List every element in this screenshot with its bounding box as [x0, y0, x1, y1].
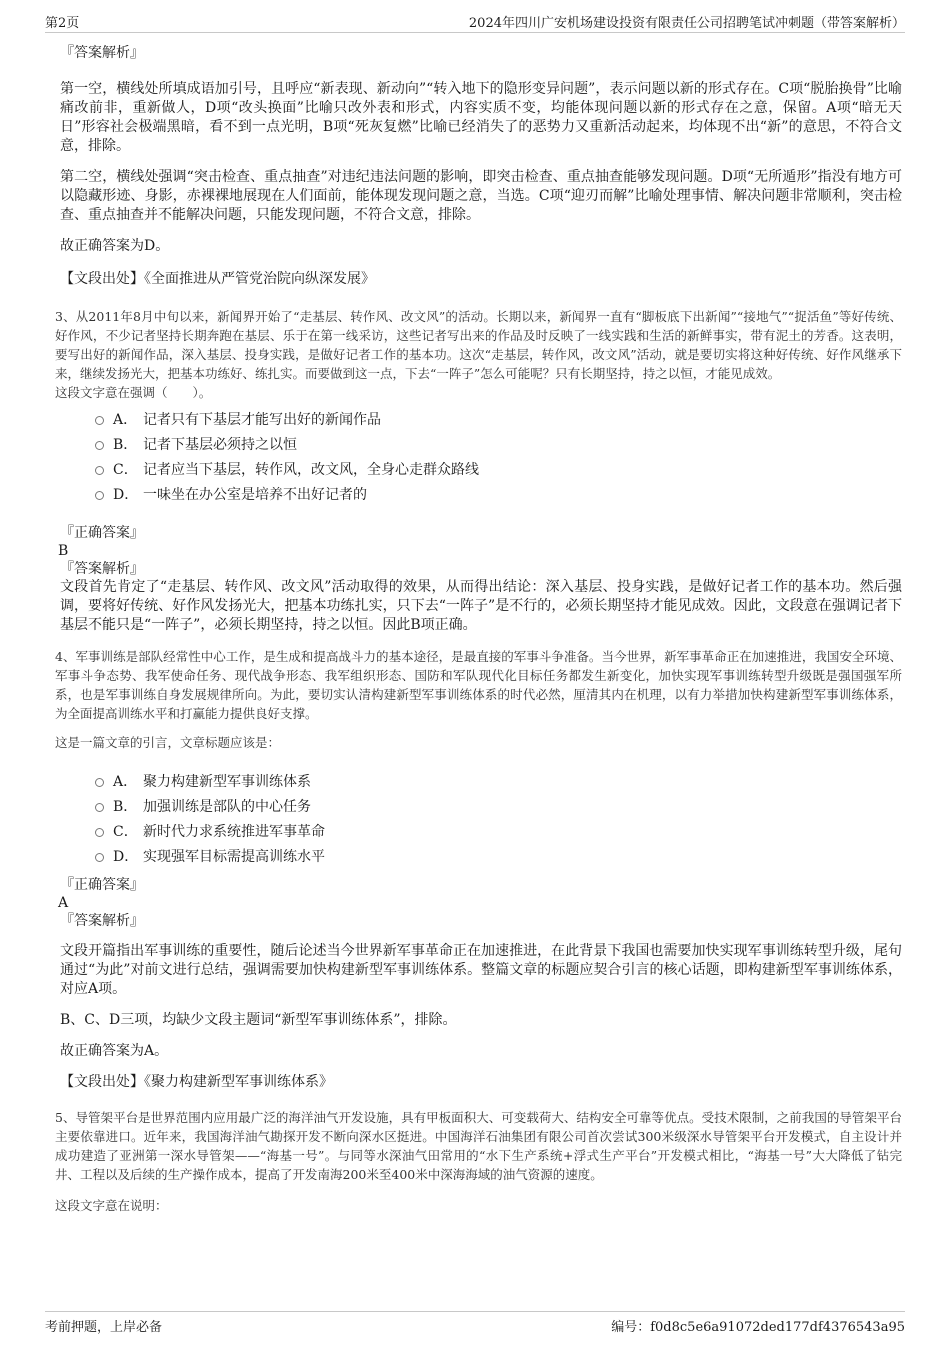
source-title: 《全面推进从严管党治院向纵深发展》 — [144, 271, 375, 287]
source-label: 【文段出处】 — [60, 271, 144, 287]
source-label: 【文段出处】 — [60, 1074, 144, 1090]
q3-answer: B — [58, 543, 69, 559]
q5-question: 这段文字意在说明： — [55, 1198, 168, 1213]
radio-button-icon[interactable] — [95, 466, 104, 475]
q2-analysis-para1: 第一空，横线处所填成语加引号，且呼应“新表现、新动向”“转入地下的隐形变异问题”，表示问题以新的形式存在。C项“脱胎换骨”比喻痛改前非，重新做人，D项“改头换面”比喻只改外表和形式，内容实质不变，均能体现问题以新的形式存在之意，保留。A项“暗无天日”形容社会极端黑暗，看不到一点光明，B项“死灰复燃”比喻已经消失了的恶势力又重新活动起来，均体现不出“新”的意思，不符合文意，排除。 — [60, 81, 902, 154]
q4-conclusion: 故正确答案为A。 — [60, 1043, 169, 1059]
analysis-label: 『答案解析』 — [60, 561, 144, 577]
q3-stem: 3、从2011年8月中旬以来，新闻界开始了“走基层、转作风、改文风”的活动。长期以来，新闻界一直有“脚板底下出新闻”“接地气”“捉活鱼”等好传统、好作风，不少记者坚持长期奔跑在基层、乐于在第一线采访，这些记者写出来的作品及时反映了一线实践和生活的新鲜事实，带有泥土的芳香。这表明，要写出好的新闻作品，深入基层、投身实践，是做好记者工作的基本功。这次“走基层，转作风，改文风”活动，就是要切实将这种好传统、好作风继承下来，继续发扬光大，把基本功练好、练扎实。而要做到这一点，下去“一阵子”怎么可能呢？只有长期坚持，持之以恒，才能见成效。 — [55, 309, 902, 381]
q2-conclusion: 故正确答案为D。 — [60, 238, 170, 254]
analysis-label: 『答案解析』 — [60, 45, 144, 61]
q3-option-b[interactable]: B． 记者下基层必须持之以恒 — [95, 431, 902, 456]
q3-option-a[interactable]: A． 记者只有下基层才能写出好的新闻作品 — [95, 406, 902, 431]
q2-analysis-para2: 第二空，横线处强调“突击检查、重点抽查”对违纪违法问题的影响，即突击检查、重点抽查能够发现问题。D项“无所遁形”指没有地方可以隐藏形迹、身影，赤裸裸地展现在人们面前，能体现发现问题之意，当选。C项“迎刃而解”比喻处理事情、解决问题非常顺利，突击检查、重点抽查并不能解决问题，只能发现问题，不符合文意，排除。 — [60, 169, 902, 223]
q2-source — [60, 270, 902, 289]
q3-analysis: 文段首先肯定了“走基层、转作风、改文风”活动取得的效果，从而得出结论：深入基层、投身实践，是做好记者工作的基本功。然后强调，要将好传统、好作风发扬光大，把基本功练扎实，只下去“一阵子”是不行的，必须长期坚持才能见成效。因此，文段意在强调记者下基层不能只是“一阵子”，必须长期坚持，持之以恒。因此B项正确。 — [60, 579, 902, 633]
document-code: 编号：f0d8c5e6a91072ded177df4376543a95 — [611, 1320, 905, 1335]
q4-option-d[interactable]: D． 实现强军目标需提高训练水平 — [95, 843, 902, 868]
correct-answer-label: 『正确答案』 — [60, 877, 144, 893]
radio-button-icon[interactable] — [95, 491, 104, 500]
analysis-label: 『答案解析』 — [60, 913, 144, 929]
q4-stem: 4、军事训练是部队经常性中心工作，是生成和提高战斗力的基本途径，是最直接的军事斗争准备。当今世界，新军事革命正在加速推进，我国安全环境、军事斗争态势、我军使命任务、现代战争形态、我军组织形态、国防和军队现代化目标任务都发生新变化，加快实现军事训练转型升级既是强国强军所系，也是军事训练自身发展规律所向。为此，要切实认清构建新型军事训练体系的时代必然，厘清其内在机理，以有力举措加快构建新型军事训练体系，为全面提高训练水平和打赢能力提供良好支撑。 — [55, 649, 902, 721]
q4-source — [60, 1073, 902, 1092]
page-number: 第2页 — [45, 16, 80, 31]
footer-slogan: 考前押题，上岸必备 — [45, 1320, 163, 1335]
q5-stem: 5、导管架平台是世界范围内应用最广泛的海洋油气开发设施，具有甲板面积大、可变载荷大、结构安全可靠等优点。受技术限制，之前我国的导管架平台主要依靠进口。近年来，我国海洋油气勘探开发不断向深水区挺进。中国海洋石油集团有限公司首次尝试300米级深水导管架平台开发模式，自主设计并成功建造了亚洲第一深水导管架——“海基一号”。与同等水深油气田常用的“水下生产系统+浮式生产平台”开发模式相比，“海基一号”大大降低了钻完井、工程以及后续的生产操作成本，提高了开发南海200米至400米中深海海域的油气资源的速度。 — [55, 1110, 902, 1182]
page-footer — [45, 1311, 905, 1335]
source-title: 《聚力构建新型军事训练体系》 — [144, 1074, 333, 1090]
q4-analysis-para1: 文段开篇指出军事训练的重要性，随后论述当今世界新军事革命正在加速推进，在此背景下我国也需要加快实现军事训练转型升级，尾句通过“为此”对前文进行总结，强调需要加快构建新型军事训练体系。整篇文章的标题应契合引言的核心话题，即构建新型军事训练体系，对应A项。 — [60, 943, 902, 997]
radio-button-icon[interactable] — [95, 778, 104, 787]
q4-question: 这是一篇文章的引言，文章标题应该是： — [55, 735, 281, 750]
radio-button-icon[interactable] — [95, 853, 104, 862]
q4-option-c[interactable]: C． 新时代力求系统推进军事革命 — [95, 818, 902, 843]
q4-answer: A — [58, 895, 69, 911]
radio-button-icon[interactable] — [95, 828, 104, 837]
q4-options — [95, 768, 902, 868]
document-title: 2024年四川广安机场建设投资有限责任公司招聘笔试冲刺题（带答案解析） — [468, 16, 905, 31]
radio-button-icon[interactable] — [95, 416, 104, 425]
q3-question: 这段文字意在强调（ ）。 — [55, 385, 212, 400]
page-header — [45, 12, 905, 33]
radio-button-icon[interactable] — [95, 441, 104, 450]
q3-options — [95, 406, 902, 506]
document-body — [55, 44, 902, 1215]
q4-analysis-para2: B、C、D三项，均缺少文段主题词“新型军事训练体系”，排除。 — [60, 1012, 457, 1028]
q4-option-b[interactable]: B． 加强训练是部队的中心任务 — [95, 793, 902, 818]
q3-option-d[interactable]: D． 一味坐在办公室是培养不出好记者的 — [95, 481, 902, 506]
radio-button-icon[interactable] — [95, 803, 104, 812]
q3-option-c[interactable]: C． 记者应当下基层，转作风，改文风，全身心走群众路线 — [95, 456, 902, 481]
correct-answer-label: 『正确答案』 — [60, 525, 144, 541]
q4-option-a[interactable]: A． 聚力构建新型军事训练体系 — [95, 768, 902, 793]
